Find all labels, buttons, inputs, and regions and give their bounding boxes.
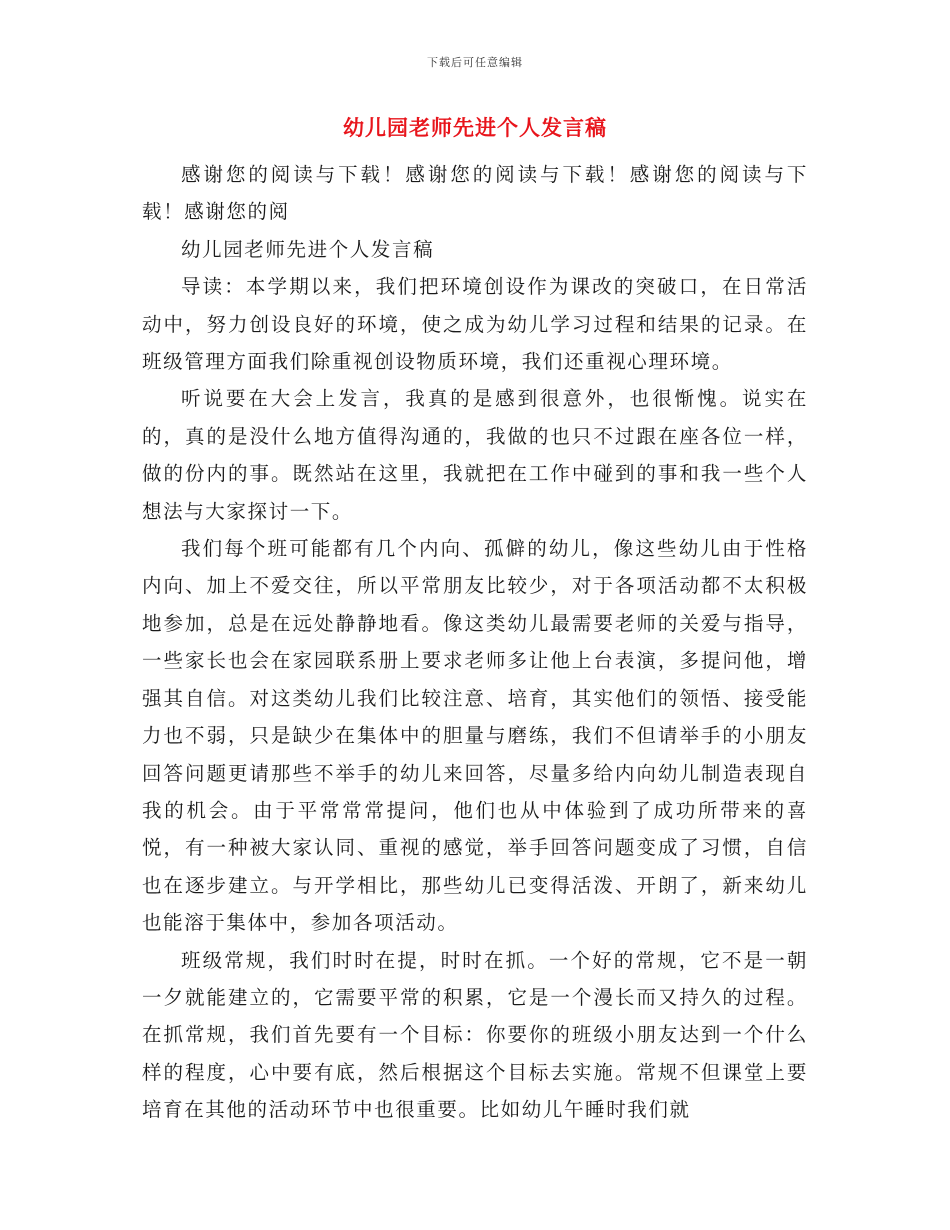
paragraph-intro: 导读：本学期以来，我们把环境创设作为课改的突破口，在日常活动中，努力创设良好的环境，使之成为幼儿学习过程和结果的记录。在班级管理方面我们除重视创设物质环境，我们还重视心理环境。 [142, 275, 808, 374]
paragraph-thanks: 感谢您的阅读与下载！感谢您的阅读与下载！感谢您的阅读与下载！感谢您的阅 [142, 163, 808, 224]
paragraph-introverted-children: 我们每个班可能都有几个内向、孤僻的幼儿，像这些幼儿由于性格内向、加上不爱交往，所以平常朋友比较少，对于各项活动都不太积极地参加，总是在远处静静地看。像这类幼儿最需要老师的关爱与指导，一些家长也会在家园联系册上要求老师多让他上台表演，多提问他，增强其自信。对这类幼儿我们比较注意、培育，其实他们的领悟、接受能力也不弱，只是缺少在集体中的胆量与磨练，我们不但请举手的小朋友回答问题更请那些不举手的幼儿来回答，尽量多给内向幼儿制造表现自我的机会。由于平常常常提问，他们也从中体验到了成功所带来的喜悦，有一种被大家认同、重视的感觉，举手回答问题变成了习惯，自信也在逐步建立。与开学相比，那些幼儿已变得活泼、开朗了，新来幼儿也能溶于集体中，参加各项活动。 [142, 537, 808, 935]
paragraph-subtitle: 幼儿园老师先进个人发言稿 [181, 237, 435, 261]
document-title: 幼儿园老师先进个人发言稿 [343, 116, 607, 140]
page-header-note: 下载后可任意编辑 [427, 56, 523, 69]
paragraph-class-routine: 班级常规，我们时时在提，时时在抓。一个好的常规，它不是一朝一夕就能建立的，它需要平常的积累，它是一个漫长而又持久的过程。在抓常规，我们首先要有一个目标：你要你的班级小朋友达到一个什么样的程度，心中要有底，然后根据这个目标去实施。常规不但课堂上要培育在其他的活动环节中也很重要。比如幼儿午睡时我们就 [142, 948, 808, 1122]
paragraph-opening: 听说要在大会上发言，我真的是感到很意外，也很惭愧。说实在的，真的是没什么地方值得沟通的，我做的也只不过跟在座各位一样，做的份内的事。既然站在这里，我就把在工作中碰到的事和我一些个人想法与大家探讨一下。 [142, 387, 808, 523]
document-body [142, 156, 808, 1129]
